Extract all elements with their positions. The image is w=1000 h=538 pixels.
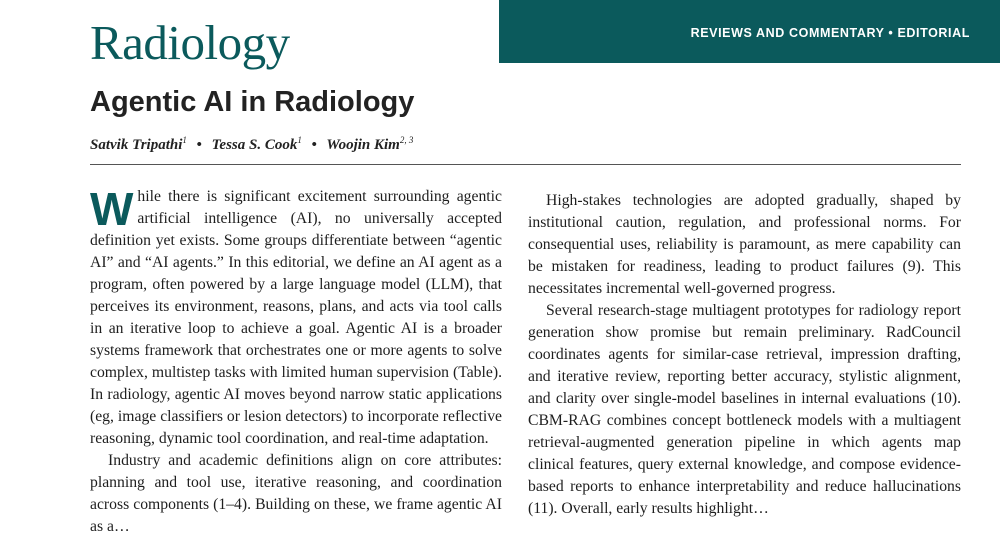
body-column-left <box>90 183 502 538</box>
paragraph <box>90 183 502 450</box>
article-title: Agentic AI in Radiology <box>90 86 415 118</box>
author-name[interactable]: Satvik Tripathi <box>90 137 183 153</box>
paragraph: Industry and academic definitions align on core attributes: planning and tool use, iterative reasoning, and coordination across components (1–4). Building on these, we frame agentic AI as a… <box>90 452 502 535</box>
author-separator: • <box>196 137 202 153</box>
paragraph-text: hile there is significant excitement surrounding agentic artificial intelligence (AI), no universally accepted definition yet exists. Some groups differentiate between “agentic AI” and “AI agents.” In this editorial, we define an AI agent as a program, often powered by a large language model (LLM), that perceives its environment, reasons, plans, and acts via tool calls in an iterative loop to achieve a goal. Agentic AI is a broader systems framework that orchestrates one or more agents to solve complex, multistep tasks with limited human supervision (Table). In radiology, agentic AI moves beyond narrow static applications (eg, image classifiers or lesion detectors) to incorporate reflective reasoning, dynamic tool coordination, and real-time adaptation. <box>90 188 502 447</box>
affiliation-number: 2, 3 <box>399 135 414 145</box>
header-divider <box>90 164 961 165</box>
section-label: REVIEWS AND COMMENTARY • EDITORIAL <box>690 26 970 40</box>
author-separator: • <box>311 137 317 153</box>
section-banner <box>499 0 1000 63</box>
drop-cap: W <box>90 183 134 235</box>
affiliation-number: 1 <box>297 135 302 145</box>
paragraph: High-stakes technologies are adopted gradually, shaped by institutional caution, regulation, and professional norms. For consequential uses, reliability is paramount, as mere capability can be mistaken for readiness, leading to product failures (9). This necessitates incremental well-governed progress. <box>528 192 961 297</box>
paragraph: Several research-stage multiagent prototypes for radiology report generation show promise but remain preliminary. RadCouncil coordinates agents for similar-case retrieval, impression drafting, and iterative review, reporting better accuracy, stylistic alignment, and clarity over single-model baselines in internal evaluations (10). CBM-RAG combines concept bottleneck models with a multiagent retrieval-augmented generation pipeline in which agents map clinical features, query external knowledge, and compose evidence-based reports to enhance interpretability and reduce hallucinations (11). Overall, early results highlight… <box>528 302 961 517</box>
affiliation-number: 1 <box>182 135 187 145</box>
author-name[interactable]: Woojin Kim <box>326 137 400 153</box>
journal-name: Radiology <box>90 15 290 70</box>
body-column-right <box>528 190 961 520</box>
author-name[interactable]: Tessa S. Cook <box>211 137 298 153</box>
author-list <box>90 135 413 154</box>
